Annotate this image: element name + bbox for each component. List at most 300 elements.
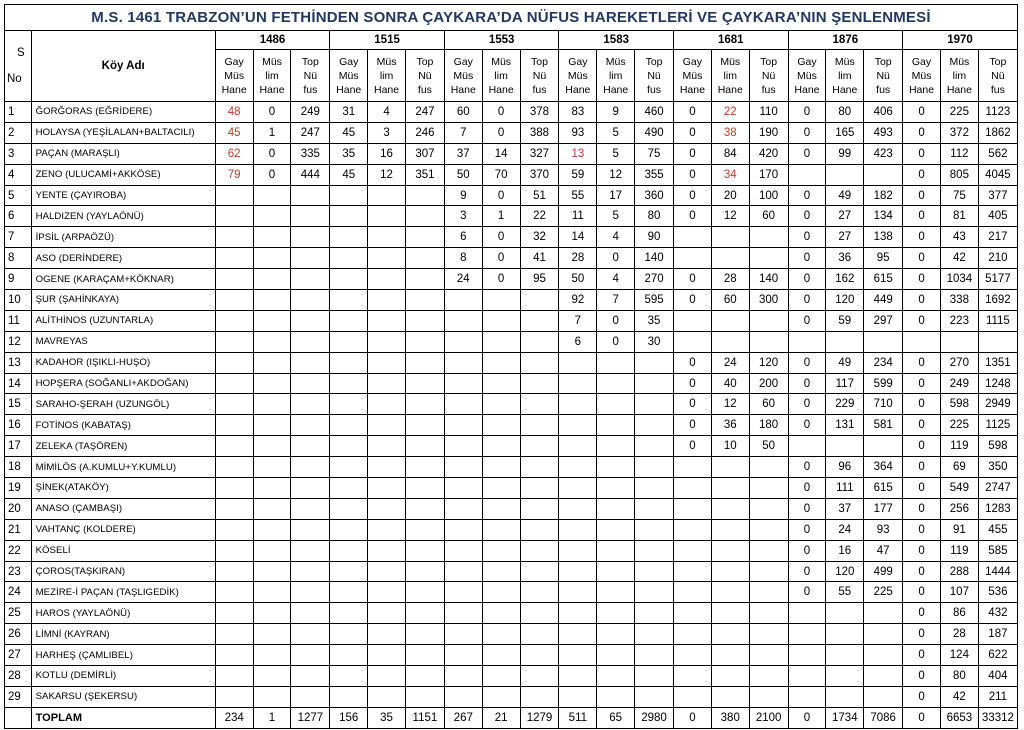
total-cell: 0 [903,707,941,728]
table-row [5,436,1018,457]
subcolumn-header [978,50,1017,102]
subcolumn-header-line: Hane [679,83,705,96]
table-row [5,686,1018,707]
table-cell [788,331,826,352]
table-cell [444,498,482,519]
table-cell [520,331,559,352]
table-cell [826,436,864,457]
table-cell: 0 [788,457,826,478]
table-cell: 247 [291,122,330,143]
table-cell [597,686,635,707]
table-cell [520,582,559,603]
subcolumn-header-line: Müs [834,55,855,68]
row-number: 5 [5,185,32,206]
table-cell [673,331,711,352]
table-cell: 60 [444,102,482,123]
table-cell: 30 [635,331,674,352]
table-cell [215,478,253,499]
table-cell: 62 [215,143,253,164]
table-cell [788,624,826,645]
table-row [5,373,1018,394]
table-cell: 0 [788,310,826,331]
total-row-number [5,707,32,728]
table-cell [368,645,406,666]
table-cell: 338 [940,290,978,311]
table-cell: 0 [788,519,826,540]
table-cell [826,624,864,645]
table-cell: 59 [559,164,597,185]
table-cell: 55 [826,582,864,603]
table-cell [330,478,368,499]
subcolumn-header-line: fus [303,83,318,96]
table-cell: 0 [482,122,520,143]
table-cell [749,686,788,707]
table-cell [749,331,788,352]
table-cell: 0 [903,185,941,206]
subcolumn-header-line: Gay [682,55,703,68]
table-cell: 140 [749,269,788,290]
table-row [5,624,1018,645]
table-cell [405,582,444,603]
table-cell: 0 [253,164,291,185]
table-cell [635,666,674,687]
subcolumn-header-line: Müs [605,55,626,68]
table-cell [405,686,444,707]
table-cell [597,561,635,582]
village-name: HOPŞERA (SOĞANLI+AKDOĞAN) [31,373,215,394]
table-cell: 0 [903,352,941,373]
subcolumn-header-line: fus [761,83,776,96]
table-cell: 93 [559,122,597,143]
table-cell [482,331,520,352]
table-cell: 372 [940,122,978,143]
table-cell [368,624,406,645]
table-cell [215,394,253,415]
table-cell [444,603,482,624]
table-cell: 0 [788,352,826,373]
table-cell [215,686,253,707]
table-cell: 75 [940,185,978,206]
table-cell [405,310,444,331]
village-name: VAHTANÇ (KOLDERE) [31,519,215,540]
year-header: 1583 [559,31,674,50]
table-cell [749,540,788,561]
row-number: 26 [5,624,32,645]
subcolumn-header [940,50,978,102]
subcolumn-header-line: Gay [224,55,244,68]
table-cell [635,498,674,519]
table-cell: 0 [673,290,711,311]
table-cell [940,331,978,352]
table-cell: 493 [864,122,903,143]
table-cell: 27 [826,206,864,227]
table-cell: 0 [482,227,520,248]
village-name: KOTLU (DEMİRLİ) [31,666,215,687]
table-cell: 0 [903,394,941,415]
total-label: TOPLAM [31,707,215,728]
row-number: 28 [5,666,32,687]
table-cell [405,331,444,352]
table-cell: 7 [597,290,635,311]
table-cell: 0 [903,519,941,540]
table-cell [520,415,559,436]
table-cell [215,603,253,624]
table-cell: 0 [597,248,635,269]
table-cell [330,310,368,331]
table-cell [368,373,406,394]
table-cell: 117 [826,373,864,394]
table-cell [330,603,368,624]
table-cell [482,457,520,478]
table-cell [482,394,520,415]
table-cell [215,352,253,373]
table-cell [635,415,674,436]
table-cell: 91 [940,519,978,540]
table-cell: 60 [711,290,749,311]
table-cell [597,603,635,624]
total-cell: 6653 [940,707,978,728]
row-number-header [5,31,32,102]
table-cell [368,394,406,415]
table-cell [405,394,444,415]
table-cell [520,498,559,519]
subcolumn-header [405,50,444,102]
total-cell: 2980 [635,707,674,728]
table-cell [405,373,444,394]
table-cell: 95 [520,269,559,290]
table-cell [749,498,788,519]
table-cell: 0 [903,415,941,436]
table-cell [444,540,482,561]
table-cell [444,352,482,373]
table-cell [444,373,482,394]
table-cell [673,227,711,248]
subcolumn-header-line: Gay [339,55,359,68]
table-cell [330,373,368,394]
village-name: FOTİNOS (KABATAŞ) [31,415,215,436]
table-cell: 45 [215,122,253,143]
table-cell [559,478,597,499]
table-cell [405,269,444,290]
table-cell: 1123 [978,102,1017,123]
table-cell [749,519,788,540]
table-cell [482,582,520,603]
table-cell: 35 [635,310,674,331]
subcolumn-header-line: Gay [911,55,932,68]
village-name: MAVREYAS [31,331,215,352]
table-cell [520,373,559,394]
table-cell [253,227,291,248]
table-cell: 80 [940,666,978,687]
table-cell [711,519,749,540]
table-cell: 499 [864,561,903,582]
table-cell: 249 [291,102,330,123]
table-cell: 9 [597,102,635,123]
table-cell [368,269,406,290]
table-cell [559,436,597,457]
table-cell [405,540,444,561]
table-cell [291,415,330,436]
table-cell: 36 [826,248,864,269]
table-cell [482,310,520,331]
village-name: SAKARSU (ŞEKERSU) [31,686,215,707]
table-cell [711,666,749,687]
table-cell: 3 [368,122,406,143]
table-cell: 0 [788,227,826,248]
table-cell [291,478,330,499]
table-cell [749,624,788,645]
table-cell: 31 [330,102,368,123]
table-cell: 300 [749,290,788,311]
table-cell: 10 [711,436,749,457]
subcolumn-header-line: lim [379,69,394,82]
table-cell [368,290,406,311]
table-cell: 327 [520,143,559,164]
subcolumn-header-line: Hane [603,83,629,96]
subcolumn-header-line: lim [723,69,737,82]
subcolumn-header [520,50,559,102]
table-cell [253,519,291,540]
table-cell [673,519,711,540]
table-cell [405,561,444,582]
village-name: MİMİLÖS (A.KUMLU+Y.KUMLU) [31,457,215,478]
table-cell [215,227,253,248]
subcolumn-header-line: Müs [567,69,588,82]
table-cell [559,666,597,687]
table-cell [520,561,559,582]
table-cell: 404 [978,666,1017,687]
village-name: KADAHOR (IŞIKLI-HUŞO) [31,352,215,373]
subcolumn-header-line: Nü [303,69,318,82]
table-cell [291,686,330,707]
total-cell: 1151 [405,707,444,728]
table-cell [405,666,444,687]
table-cell: 0 [903,436,941,457]
table-cell [253,582,291,603]
table-cell: 12 [368,164,406,185]
table-cell [864,686,903,707]
village-name: HALDIZEN (YAYLAÖNÜ) [31,206,215,227]
table-cell: 12 [711,206,749,227]
table-cell: 1125 [978,415,1017,436]
table-row [5,394,1018,415]
table-cell: 0 [903,269,941,290]
subcolumn-header-line: Hane [450,83,476,96]
table-cell: 0 [788,248,826,269]
table-cell: 7 [559,310,597,331]
table-cell: 0 [673,206,711,227]
table-cell [215,436,253,457]
subcolumn-header-line: Top [531,55,548,68]
subcolumn-header [749,50,788,102]
table-cell [635,540,674,561]
subcolumn-header-line: fus [417,83,432,96]
village-name: LİMNİ (KAYRAN) [31,624,215,645]
table-cell: 217 [978,227,1017,248]
table-cell: 805 [940,164,978,185]
subcolumn-header [368,50,406,102]
table-cell [368,498,406,519]
year-header: 1515 [330,31,445,50]
table-cell: 585 [978,540,1017,561]
table-cell: 41 [520,248,559,269]
table-cell [215,290,253,311]
subcolumn-header-line: lim [838,69,852,82]
table-cell [482,290,520,311]
table-cell: 490 [635,122,674,143]
table-cell [368,540,406,561]
table-cell [215,331,253,352]
table-cell [253,457,291,478]
table-cell [444,394,482,415]
table-cell [291,603,330,624]
table-cell: 405 [978,206,1017,227]
table-cell: 615 [864,269,903,290]
table-cell [291,561,330,582]
table-cell [864,603,903,624]
table-cell [215,457,253,478]
table-cell [978,331,1017,352]
table-cell: 180 [749,415,788,436]
table-cell: 455 [978,519,1017,540]
table-cell: 9 [444,185,482,206]
table-cell [405,457,444,478]
table-cell [291,290,330,311]
table-cell: 225 [864,582,903,603]
table-cell [559,624,597,645]
row-number: 16 [5,415,32,436]
table-cell [444,436,482,457]
table-cell [673,666,711,687]
table-cell [482,352,520,373]
table-cell: 0 [903,561,941,582]
table-cell: 377 [978,185,1017,206]
table-cell: 47 [864,540,903,561]
table-cell: 110 [749,102,788,123]
table-cell [520,519,559,540]
table-cell: 211 [978,686,1017,707]
table-cell [215,540,253,561]
table-cell: 120 [826,561,864,582]
table-row [5,666,1018,687]
table-row [5,269,1018,290]
population-table [4,4,1018,729]
subcolumn-header-line: Nü [532,69,547,82]
table-cell [711,457,749,478]
village-name: ASO (DERİNDERE) [31,248,215,269]
table-cell: 0 [673,185,711,206]
table-cell [405,603,444,624]
table-cell [215,498,253,519]
table-cell [559,561,597,582]
table-cell: 0 [903,164,941,185]
table-cell [368,478,406,499]
village-name: MEZİRE-İ PAÇAN (TAŞLIGEDİK) [31,582,215,603]
table-cell [597,478,635,499]
subcolumn-header [253,50,291,102]
table-cell: 350 [978,457,1017,478]
table-cell [635,519,674,540]
table-cell: 93 [864,519,903,540]
table-cell: 37 [444,143,482,164]
table-cell: 5 [597,143,635,164]
table-cell [597,666,635,687]
table-cell [788,603,826,624]
table-cell [520,436,559,457]
subcolumn-header-line: fus [990,83,1005,96]
table-row [5,310,1018,331]
table-cell [368,185,406,206]
row-number: 19 [5,478,32,499]
table-cell [826,645,864,666]
table-cell [559,540,597,561]
table-cell: 1862 [978,122,1017,143]
s-label: S [17,47,25,59]
table-cell: 234 [864,352,903,373]
table-cell: 12 [597,164,635,185]
table-cell [559,603,597,624]
table-cell [444,645,482,666]
table-cell [215,206,253,227]
subcolumn-header [597,50,635,102]
table-cell [749,310,788,331]
year-header: 1553 [444,31,559,50]
table-cell [368,206,406,227]
subcolumn-header-line: Hane [908,83,935,96]
subcolumn-header-line: lim [952,69,967,82]
table-cell [864,331,903,352]
table-cell: 107 [940,582,978,603]
table-cell: 80 [635,206,674,227]
table-cell: 111 [826,478,864,499]
table-cell [368,310,406,331]
subcolumn-header-line: Hane [832,83,858,96]
table-cell [482,624,520,645]
table-cell [444,666,482,687]
table-cell: 360 [635,185,674,206]
table-cell [330,582,368,603]
table-cell: 0 [482,269,520,290]
table-cell: 112 [940,143,978,164]
table-cell [444,582,482,603]
table-cell: 0 [597,331,635,352]
table-cell: 42 [940,686,978,707]
table-cell: 225 [940,102,978,123]
table-cell: 4 [597,227,635,248]
table-cell [482,561,520,582]
table-cell [520,666,559,687]
table-cell [444,624,482,645]
table-cell [597,645,635,666]
table-cell: 131 [826,415,864,436]
table-cell: 50 [559,269,597,290]
table-cell: 32 [520,227,559,248]
table-cell: 2747 [978,478,1017,499]
table-cell [864,645,903,666]
subcolumn-header [635,50,674,102]
table-cell [673,624,711,645]
table-cell [520,540,559,561]
table-cell [673,478,711,499]
table-cell: 536 [978,582,1017,603]
table-cell: 256 [940,498,978,519]
table-cell: 96 [826,457,864,478]
table-cell [215,415,253,436]
table-cell [330,331,368,352]
subcolumn-header-line: Hane [374,83,400,96]
table-cell: 710 [864,394,903,415]
table-cell [253,603,291,624]
